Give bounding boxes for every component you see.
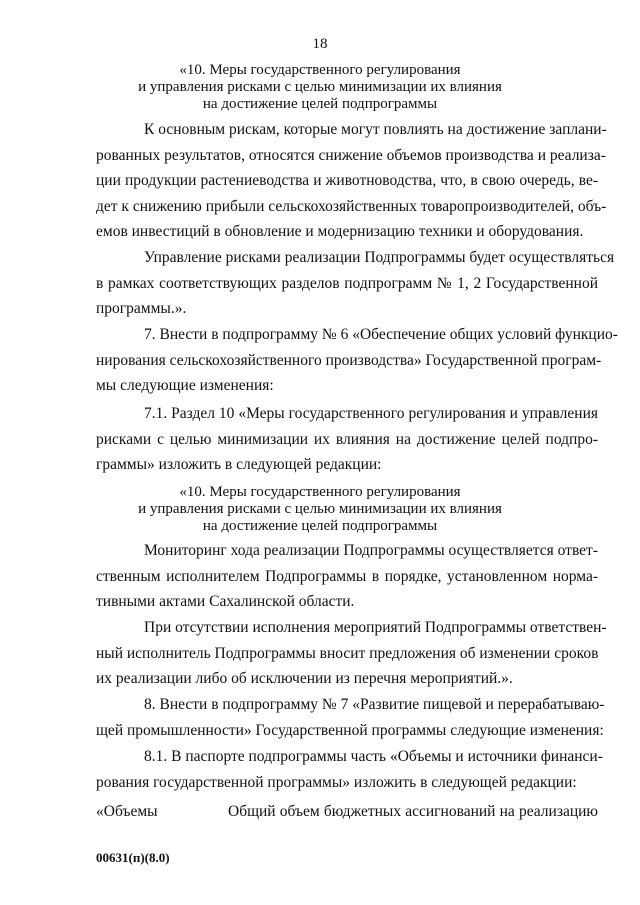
heading-line: на достижение целей подпрограммы xyxy=(202,96,438,112)
heading-line: и управления рисками с целью минимизации их влияния xyxy=(138,501,502,517)
text-line: их реализации либо об исключении из перечня мероприятий.». xyxy=(96,670,513,687)
document-code: 00631(п)(8.0) xyxy=(96,850,170,865)
text-line: программы.». xyxy=(96,300,187,317)
paragraph-risks xyxy=(96,117,607,245)
text-line: рисками с целью минимизации их влияния на достижение целей подпро- xyxy=(96,430,598,448)
section-heading-2 xyxy=(0,484,640,535)
paragraph-item-8 xyxy=(96,692,605,743)
heading-line: «10. Меры государственного регулирования xyxy=(179,484,461,500)
text-line: рования государственной программы» изложить в следующей редакции: xyxy=(96,773,577,791)
text-line: емов инвестиций в обновление и модернизацию техники и оборудования. xyxy=(96,223,584,240)
text-line: ный исполнитель Подпрограммы вносит предложения об изменении сроков xyxy=(96,644,599,662)
text-line: нирования сельскохозяйственного производства» Государственной програм- xyxy=(96,351,602,369)
text-line: 8. Внести в подпрограмму № 7 «Развитие пищевой и перерабатываю- xyxy=(144,696,605,713)
text-line: в рамках соответствующих разделов подпрограмм № 1, 2 Государственной xyxy=(96,274,598,292)
paragraph-non-execution xyxy=(96,615,607,692)
paragraph-item-7 xyxy=(96,322,618,399)
text-line: При отсутствии исполнения мероприятий Подпрограммы ответствен- xyxy=(144,619,607,636)
page-number: 18 xyxy=(312,36,328,52)
text-line: щей промышленности» Государственной программы следующие изменения: xyxy=(96,721,604,739)
text-line: тивными актами Сахалинской области. xyxy=(96,593,355,610)
text-line: рованных результатов, относятся снижение объемов производства и реализа- xyxy=(96,146,606,164)
text-line: граммы» изложить в следующей редакции: xyxy=(96,456,382,473)
heading-line: и управления рисками с целью минимизации их влияния xyxy=(138,79,502,95)
text-line: Мониторинг хода реализации Подпрограммы осуществляется ответ- xyxy=(144,542,598,559)
paragraph-risk-management xyxy=(96,245,615,322)
paragraph-item-8-1 xyxy=(96,744,603,795)
text-line: 7.1. Раздел 10 «Меры государственного регулирования и управления xyxy=(144,405,598,422)
text-line: ственным исполнителем Подпрограммы в порядке, установленном норма- xyxy=(96,567,598,585)
text-line: ции продукции растениеводства и животноводства, что, в свою очередь, ве- xyxy=(96,172,598,189)
paragraph-item-7-1 xyxy=(96,401,598,478)
text-line: дет к снижению прибыли сельскохозяйственных товаропроизводителей, объ- xyxy=(96,197,607,215)
row-value: Общий объем бюджетных ассигнований на реализацию xyxy=(228,803,598,820)
paragraph-monitoring xyxy=(96,538,598,615)
text-line: К основным рискам, которые могут повлиять на достижение заплани- xyxy=(144,121,607,138)
text-line: 7. Внести в подпрограмму № 6 «Обеспечение общих условий функцио- xyxy=(144,326,618,343)
text-line: Управление рисками реализации Подпрограммы будет осуществляться xyxy=(144,249,615,266)
row-label: «Объемы xyxy=(96,803,158,820)
heading-line: на достижение целей подпрограммы xyxy=(202,518,438,534)
heading-line: «10. Меры государственного регулирования xyxy=(179,62,461,78)
text-line: мы следующие изменения: xyxy=(96,377,274,394)
text-line: 8.1. В паспорте подпрограммы часть «Объемы и источники финанси- xyxy=(144,748,603,765)
section-heading-1 xyxy=(0,62,640,113)
